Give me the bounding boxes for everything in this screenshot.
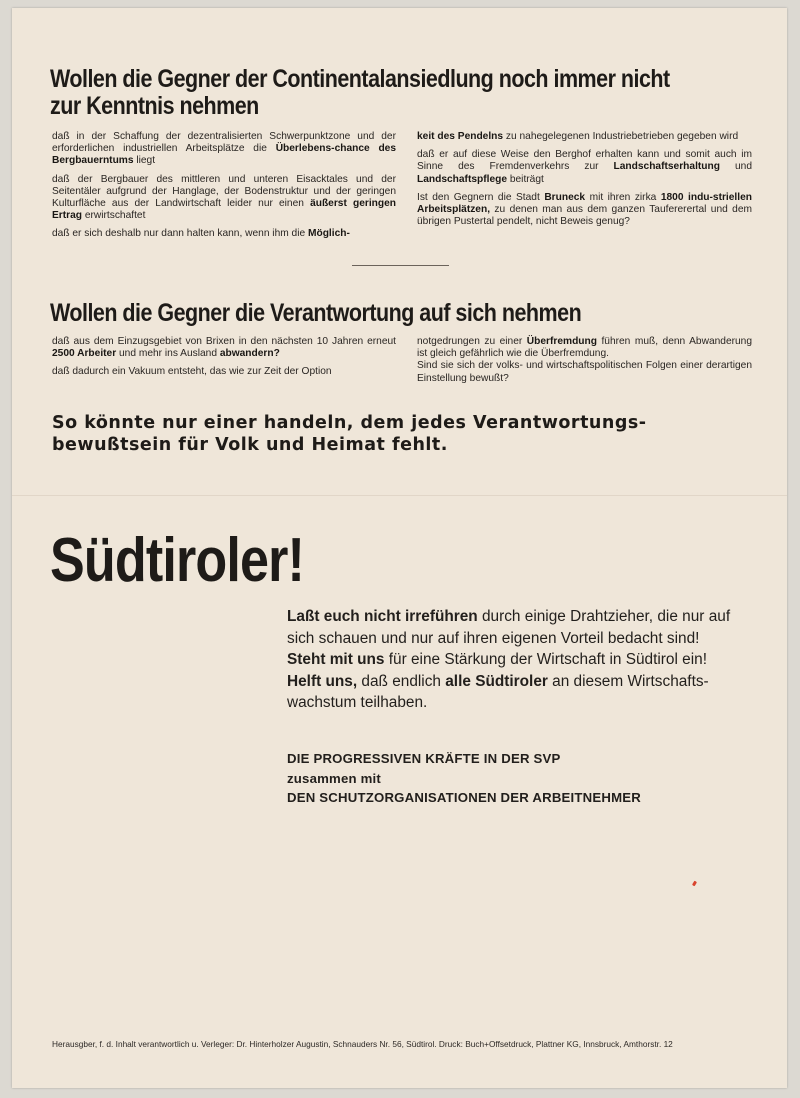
paragraph: daß der Bergbauer des mittleren und unteren Eisacktales und der Seitentäler aufgrund der Hanglage, der Bodenstruktur und der geringen Kulturfläche aus der Landwirtschaft leider nur einen äußerst geringen Ertrag erwirtschaftet (52, 173, 397, 222)
main-headline: Südtiroler! (50, 526, 305, 595)
paragraph: daß er auf diese Weise den Berghof erhalten kann und somit auch im Sinne des Fremdenverkehrs zur Landschaftserhaltung und Landschaftspflege beiträgt (417, 149, 752, 185)
paragraph: Sind sie sich der volks- und wirtschaftspolitischen Folgen einer derartigen Einstellung bewußt? (417, 360, 752, 384)
section1-heading-line2: zur Kenntnis nehmen (50, 92, 259, 120)
appeal-text (287, 606, 757, 714)
signature-block (287, 749, 641, 808)
paragraph: notgedrungen zu einer Überfremdung führen muß, denn Abwanderung ist gleich gefährlich wie die Überfremdung. (417, 336, 752, 360)
signature-line1: DIE PROGRESSIVEN KRÄFTE IN DER SVP (287, 751, 561, 766)
section2-right-column (417, 336, 752, 391)
slogan-line2: bewußtsein für Volk und Heimat fehlt. (52, 435, 448, 455)
paragraph: Ist den Gegnern die Stadt Bruneck mit ihren zirka 1800 indu-striellen Arbeitsplätzen, zu denen man aus dem ganzen Taufererertal und dem übrigen Pustertal pendelt, nicht Beweis genug? (417, 191, 752, 228)
imprint-footer: Herausgber, f. d. Inhalt verantwortlich u. Verleger: Dr. Hinterholzer Augustin, Schnauders Nr. 56, Südtirol. Druck: Buch+Offsetdruck, Plattner KG, Innsbruck, Amthorstr. 12 (52, 1039, 673, 1049)
appeal-sentence-1: Laßt euch nicht irreführen durch einige Drahtzieher, die nur auf sich schauen und nur auf ihren eigenen Vorteil bedacht sind! (287, 608, 731, 647)
section1-heading-line1: Wollen die Gegner der Continentalansiedlung noch immer nicht (50, 65, 670, 93)
section1-heading (50, 66, 738, 120)
section1-right-column (417, 131, 752, 234)
paragraph: daß er sich deshalb nur dann halten kann, wenn ihm die Möglich- (52, 228, 350, 240)
red-ink-mark (692, 881, 697, 887)
paper-fold-crease (12, 495, 787, 496)
paragraph: keit des Pendelns zu nahegelegenen Industriebetrieben gegeben wird (417, 131, 739, 142)
appeal-sentence-2: Steht mit uns für eine Stärkung der Wirtschaft in Südtirol ein! (287, 651, 707, 668)
section-divider (352, 265, 449, 266)
section1-left-column (52, 131, 396, 247)
paragraph: daß dadurch ein Vakuum entsteht, das wie zur Zeit der Option (52, 366, 332, 378)
slogan (52, 412, 647, 456)
appeal-sentence-3: Helft uns, daß endlich alle Südtiroler an diesem Wirtschafts-wachstum teilhaben. (287, 672, 709, 711)
slogan-line1: So könnte nur einer handeln, dem jedes Verantwortungs- (52, 413, 647, 433)
section2-heading: Wollen die Gegner die Verantwortung auf sich nehmen (50, 299, 582, 327)
paragraph: daß in der Schaffung der dezentralisierten Schwerpunktzone und der erforderlichen industriellen Arbeitsplätze die Überlebens-chance des Bergbauerntums liegt (52, 131, 397, 167)
signature-line3: DEN SCHUTZORGANISATIONEN DER ARBEITNEHMER (287, 790, 642, 805)
section2-left-column (52, 336, 396, 385)
flyer-sheet (12, 8, 787, 1088)
paragraph: daß aus dem Einzugsgebiet von Brixen in den nächsten 10 Jahren erneut 2500 Arbeiter und mehr ins Ausland abwandern? (52, 336, 396, 360)
signature-line2: zusammen mit (287, 770, 382, 786)
